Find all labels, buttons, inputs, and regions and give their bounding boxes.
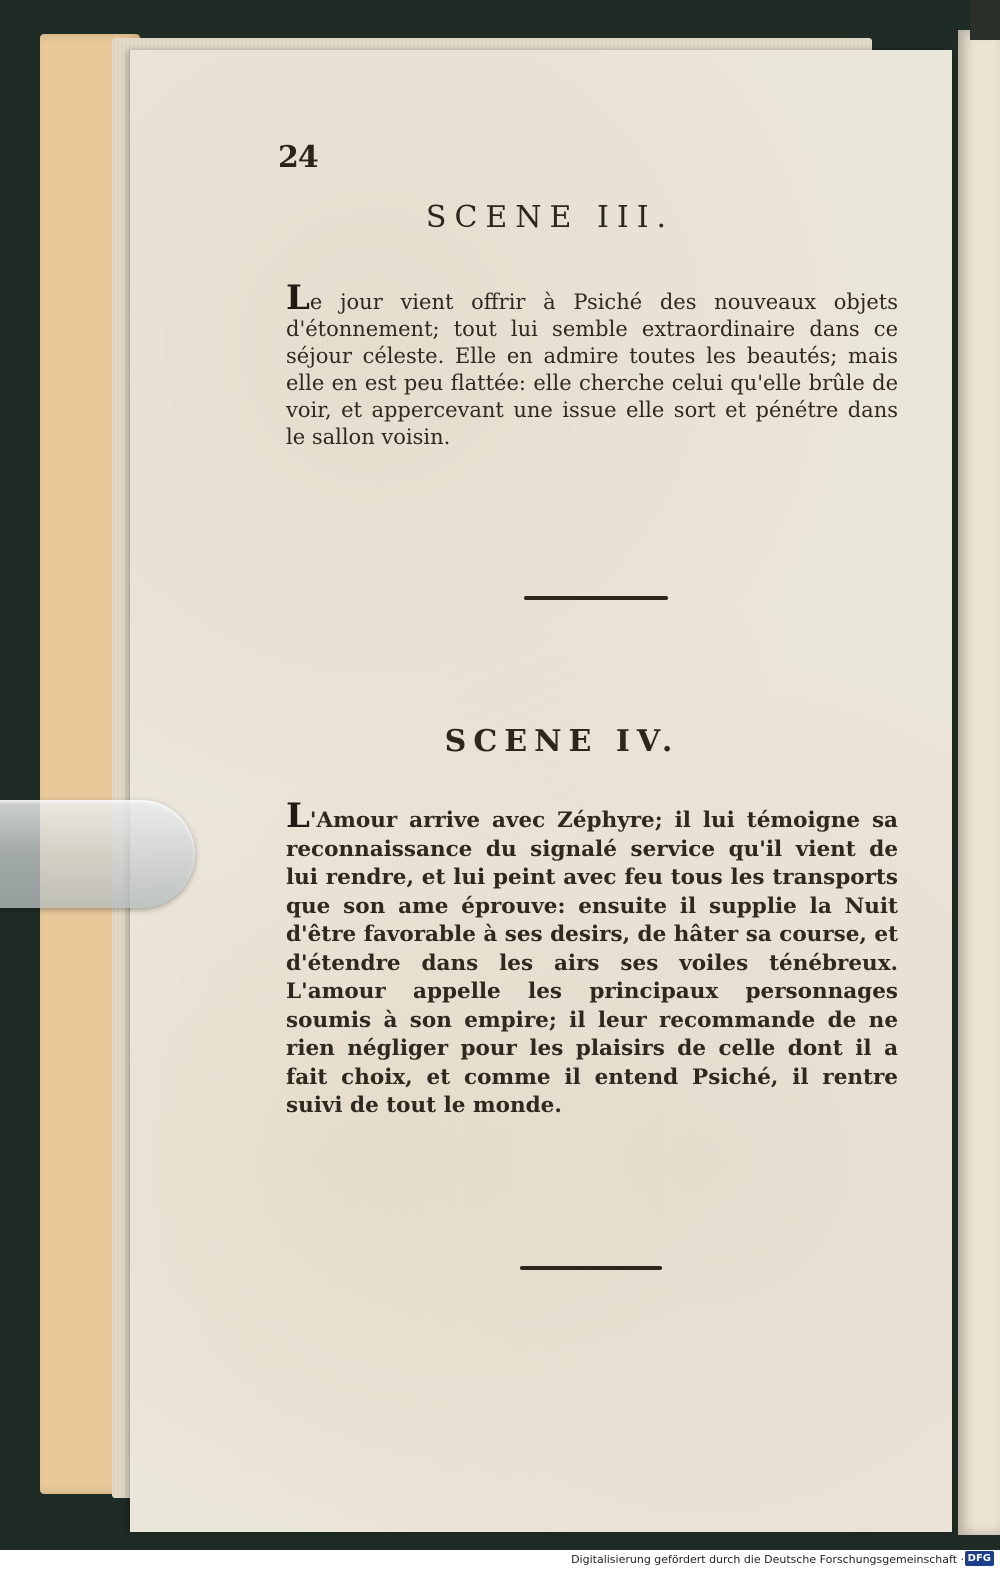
section-divider	[524, 596, 668, 600]
scene-4-dropcap: L	[286, 796, 310, 836]
scene-3-text: e jour vient offrir à Psiché des nouveaux objets d'étonnement; tout lui semble extraordinaire dans ce séjour céleste. Elle en admire toutes les beautés; mais elle en est peu flattée: elle cherche celui qu'elle brûle de voir, et appercevant une issue elle sort et pénétre dans le sallon voisin.	[286, 290, 898, 449]
scene-4-paragraph	[286, 796, 898, 1121]
book-cover-right	[958, 30, 1000, 1535]
scene-4-heading: SCENE IV.	[444, 724, 680, 759]
scene-4-text: 'Amour arrive avec Zéphyre; il lui témoigne sa reconnaissance du signalé service qu'il vient de lui rendre, et lui peint avec feu tous les transports que son ame éprouve: ensuite il supplie la Nuit d'être favorable à ses desirs, de hâter sa course, et d'étendre dans les airs ses voiles ténébreux. L'amour appelle les principaux personnages soumis à son empire; il leur recommande de ne rien négliger pour les plaisirs de celle dont il a fait choix, et comme il entend Psiché, il rentre suivi de tout le monde.	[286, 808, 898, 1118]
scene-3-dropcap: L	[286, 278, 310, 318]
page-number: 24	[278, 140, 318, 175]
book-cover-corner	[970, 0, 1000, 40]
dfg-logo: DFG	[965, 1551, 994, 1566]
page-clip	[0, 800, 195, 908]
end-divider	[520, 1266, 662, 1270]
book-page	[130, 50, 952, 1532]
scene-3-heading: SCENE III.	[425, 200, 675, 235]
scene-3-paragraph	[286, 278, 898, 451]
footer-credit: Digitalisierung gefördert durch die Deutsche Forschungsgemeinschaft ·	[571, 1553, 964, 1566]
